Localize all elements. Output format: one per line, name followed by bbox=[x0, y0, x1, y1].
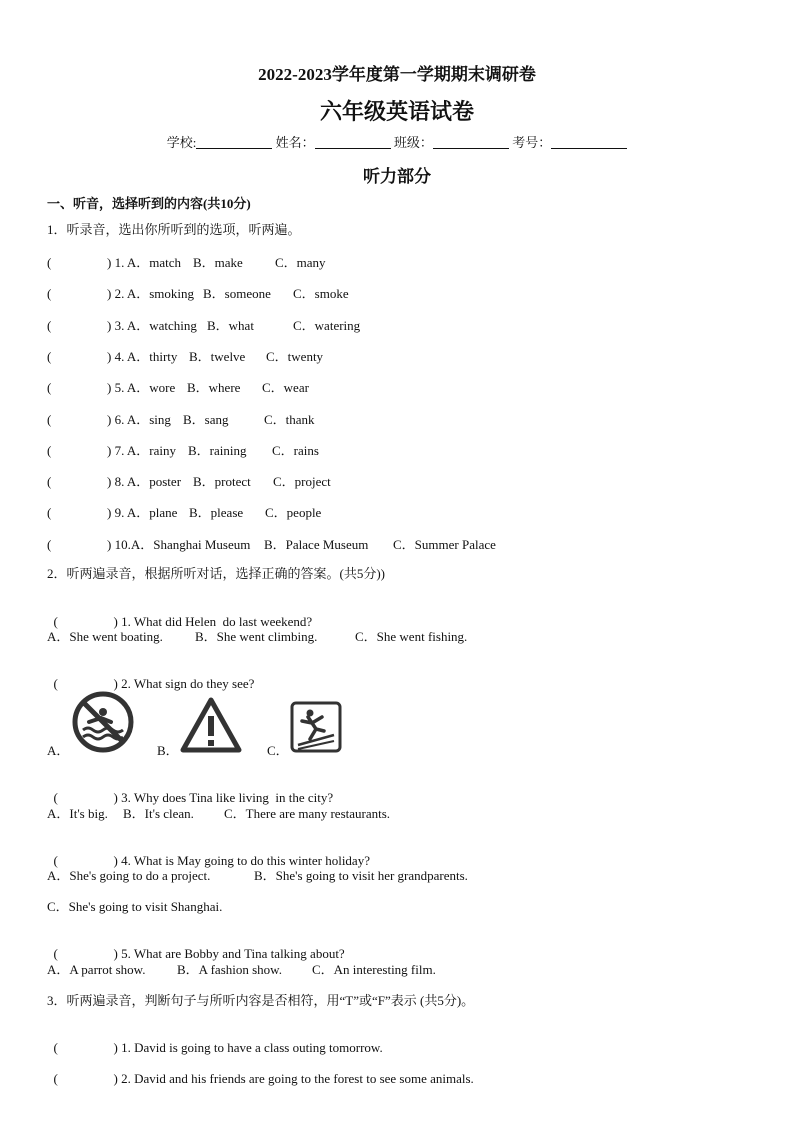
answer-paren[interactable]: ( bbox=[47, 318, 52, 333]
option-c[interactable]: C．wear bbox=[262, 380, 309, 395]
option-c[interactable]: C．Summer Palace bbox=[393, 537, 496, 552]
question-text: ) 3. Why does Tina like living in the city? bbox=[113, 790, 334, 805]
option-c[interactable]: C．She's going to visit Shanghai. bbox=[47, 899, 223, 914]
option-b[interactable]: B．A fashion show. bbox=[177, 962, 282, 977]
answer-paren[interactable]: ( bbox=[53, 946, 58, 961]
option-a[interactable]: ) 1. A．match bbox=[107, 255, 182, 270]
option-b[interactable]: B．make bbox=[193, 255, 243, 270]
option-b[interactable]: B．twelve bbox=[189, 349, 246, 364]
option-c[interactable]: C．An interesting film. bbox=[312, 962, 436, 977]
option-b[interactable]: B．She's going to visit her grandparents. bbox=[254, 868, 468, 883]
answer-paren[interactable]: ( bbox=[53, 790, 58, 805]
question-row bbox=[47, 930, 345, 962]
question-text: ) 1. What did Helen do last weekend? bbox=[113, 614, 313, 629]
option-b[interactable]: B．Palace Museum bbox=[264, 537, 369, 552]
option-a[interactable]: ) 4. A．thirty bbox=[107, 349, 178, 364]
part2-instruction: 2．听两遍录音，根据所听对话，选择正确的答案。(共5分)) bbox=[47, 566, 385, 581]
option-a[interactable]: ) 9. A．plane bbox=[107, 505, 178, 520]
option-c[interactable]: C．people bbox=[265, 505, 322, 520]
part1-instruction: 1．听录音，选出你所听到的选项，听两遍。 bbox=[47, 222, 301, 237]
name-blank[interactable] bbox=[315, 136, 391, 149]
number-label: 考号： bbox=[512, 135, 552, 150]
question-text: ) 4. What is May going to do this winter holiday? bbox=[113, 853, 370, 868]
statement-text: ) 1. David is going to have a class outing tomorrow. bbox=[113, 1040, 383, 1055]
option-c[interactable]: C．many bbox=[275, 255, 326, 270]
class-label: 班级： bbox=[393, 135, 433, 150]
question-row bbox=[47, 598, 312, 630]
question-row bbox=[47, 537, 747, 553]
option-b[interactable]: B．someone bbox=[203, 286, 271, 301]
answer-paren[interactable]: ( bbox=[47, 286, 52, 301]
option-b[interactable]: B．raining bbox=[188, 443, 247, 458]
option-c[interactable]: C．She went fishing. bbox=[355, 629, 468, 644]
option-c[interactable]: C．watering bbox=[293, 318, 361, 333]
option-a[interactable]: A．She went boating. bbox=[47, 629, 163, 644]
option-a[interactable]: A． bbox=[47, 743, 70, 758]
question-row bbox=[47, 474, 747, 490]
question-row bbox=[47, 255, 747, 271]
answer-paren[interactable]: ( bbox=[53, 676, 58, 691]
statement-row bbox=[47, 1024, 383, 1056]
option-a[interactable]: ) 8. A．poster bbox=[107, 474, 182, 489]
option-c[interactable]: C．There are many restaurants. bbox=[224, 806, 391, 821]
question-row bbox=[47, 443, 747, 459]
option-b[interactable]: B．where bbox=[187, 380, 241, 395]
option-b[interactable]: B．sang bbox=[183, 412, 229, 427]
answer-paren[interactable]: ( bbox=[53, 614, 58, 629]
class-blank[interactable] bbox=[433, 136, 509, 149]
question-row bbox=[47, 412, 747, 428]
option-a[interactable]: A．She's going to do a project. bbox=[47, 868, 211, 883]
question-row bbox=[47, 837, 370, 869]
question-text: ) 2. What sign do they see? bbox=[113, 676, 255, 691]
answer-paren[interactable]: ( bbox=[47, 412, 52, 427]
question-row bbox=[47, 286, 747, 302]
option-a[interactable]: ) 2. A．smoking bbox=[107, 286, 195, 301]
option-c[interactable]: C．project bbox=[273, 474, 331, 489]
statement-text: ) 2. David and his friends are going to the forest to see some animals. bbox=[113, 1071, 474, 1086]
option-a[interactable]: A．It's big. bbox=[47, 806, 108, 821]
grade-title: 六年级英语试卷 bbox=[319, 99, 474, 124]
question-text: ) 5. What are Bobby and Tina talking about? bbox=[113, 946, 345, 961]
option-c[interactable]: C． bbox=[267, 743, 289, 758]
part3-instruction: 3．听两遍录音，判断句子与所听内容是否相符，用“T”或“F”表示 (共5分)。 bbox=[47, 993, 475, 1008]
option-a[interactable]: ) 6. A．sing bbox=[107, 412, 171, 427]
answer-paren[interactable]: ( bbox=[47, 474, 52, 489]
question-row bbox=[47, 774, 333, 806]
option-c[interactable]: C．smoke bbox=[293, 286, 349, 301]
answer-paren[interactable]: ( bbox=[47, 505, 52, 520]
no-swimming-sign-icon[interactable] bbox=[71, 690, 135, 754]
question-row bbox=[47, 505, 747, 521]
warning-triangle-icon[interactable] bbox=[179, 696, 243, 754]
exam-title: 2022-2023学年度第一学期期末调研卷 bbox=[258, 65, 536, 84]
part1-title: 一、听音，选择听到的内容(共10分) bbox=[47, 196, 251, 211]
answer-paren[interactable]: ( bbox=[47, 349, 52, 364]
question-row bbox=[47, 380, 747, 396]
slippery-floor-sign-icon[interactable] bbox=[290, 701, 342, 753]
question-row bbox=[47, 318, 747, 334]
name-label: 姓名： bbox=[275, 135, 315, 150]
option-a[interactable]: ) 10.A．Shanghai Museum bbox=[107, 537, 251, 552]
answer-paren[interactable]: ( bbox=[53, 853, 58, 868]
option-b[interactable]: B． bbox=[157, 743, 179, 758]
school-blank[interactable] bbox=[196, 136, 272, 149]
option-b[interactable]: B．It's clean. bbox=[123, 806, 194, 821]
option-a[interactable]: ) 5. A．wore bbox=[107, 380, 176, 395]
number-blank[interactable] bbox=[551, 136, 627, 149]
answer-paren[interactable]: ( bbox=[47, 380, 52, 395]
answer-paren[interactable]: ( bbox=[47, 443, 52, 458]
option-a[interactable]: ) 3. A．watching bbox=[107, 318, 197, 333]
question-row bbox=[47, 660, 254, 692]
option-b[interactable]: B．please bbox=[189, 505, 244, 520]
answer-paren[interactable]: ( bbox=[47, 537, 52, 552]
option-c[interactable]: C．twenty bbox=[266, 349, 324, 364]
option-a[interactable]: A．A parrot show. bbox=[47, 962, 146, 977]
school-label: 学校: bbox=[166, 135, 197, 150]
answer-paren[interactable]: ( bbox=[53, 1071, 58, 1086]
answer-paren[interactable]: ( bbox=[47, 255, 52, 270]
option-b[interactable]: B．what bbox=[207, 318, 254, 333]
answer-paren[interactable]: ( bbox=[53, 1040, 58, 1055]
option-b[interactable]: B．protect bbox=[193, 474, 251, 489]
option-c[interactable]: C．rains bbox=[272, 443, 319, 458]
option-c[interactable]: C．thank bbox=[264, 412, 315, 427]
section-heading: 听力部分 bbox=[363, 167, 431, 186]
option-b[interactable]: B．She went climbing. bbox=[195, 629, 318, 644]
option-a[interactable]: ) 7. A．rainy bbox=[107, 443, 176, 458]
statement-row bbox=[47, 1055, 474, 1087]
student-info-line bbox=[0, 132, 794, 151]
question-row bbox=[47, 349, 747, 365]
